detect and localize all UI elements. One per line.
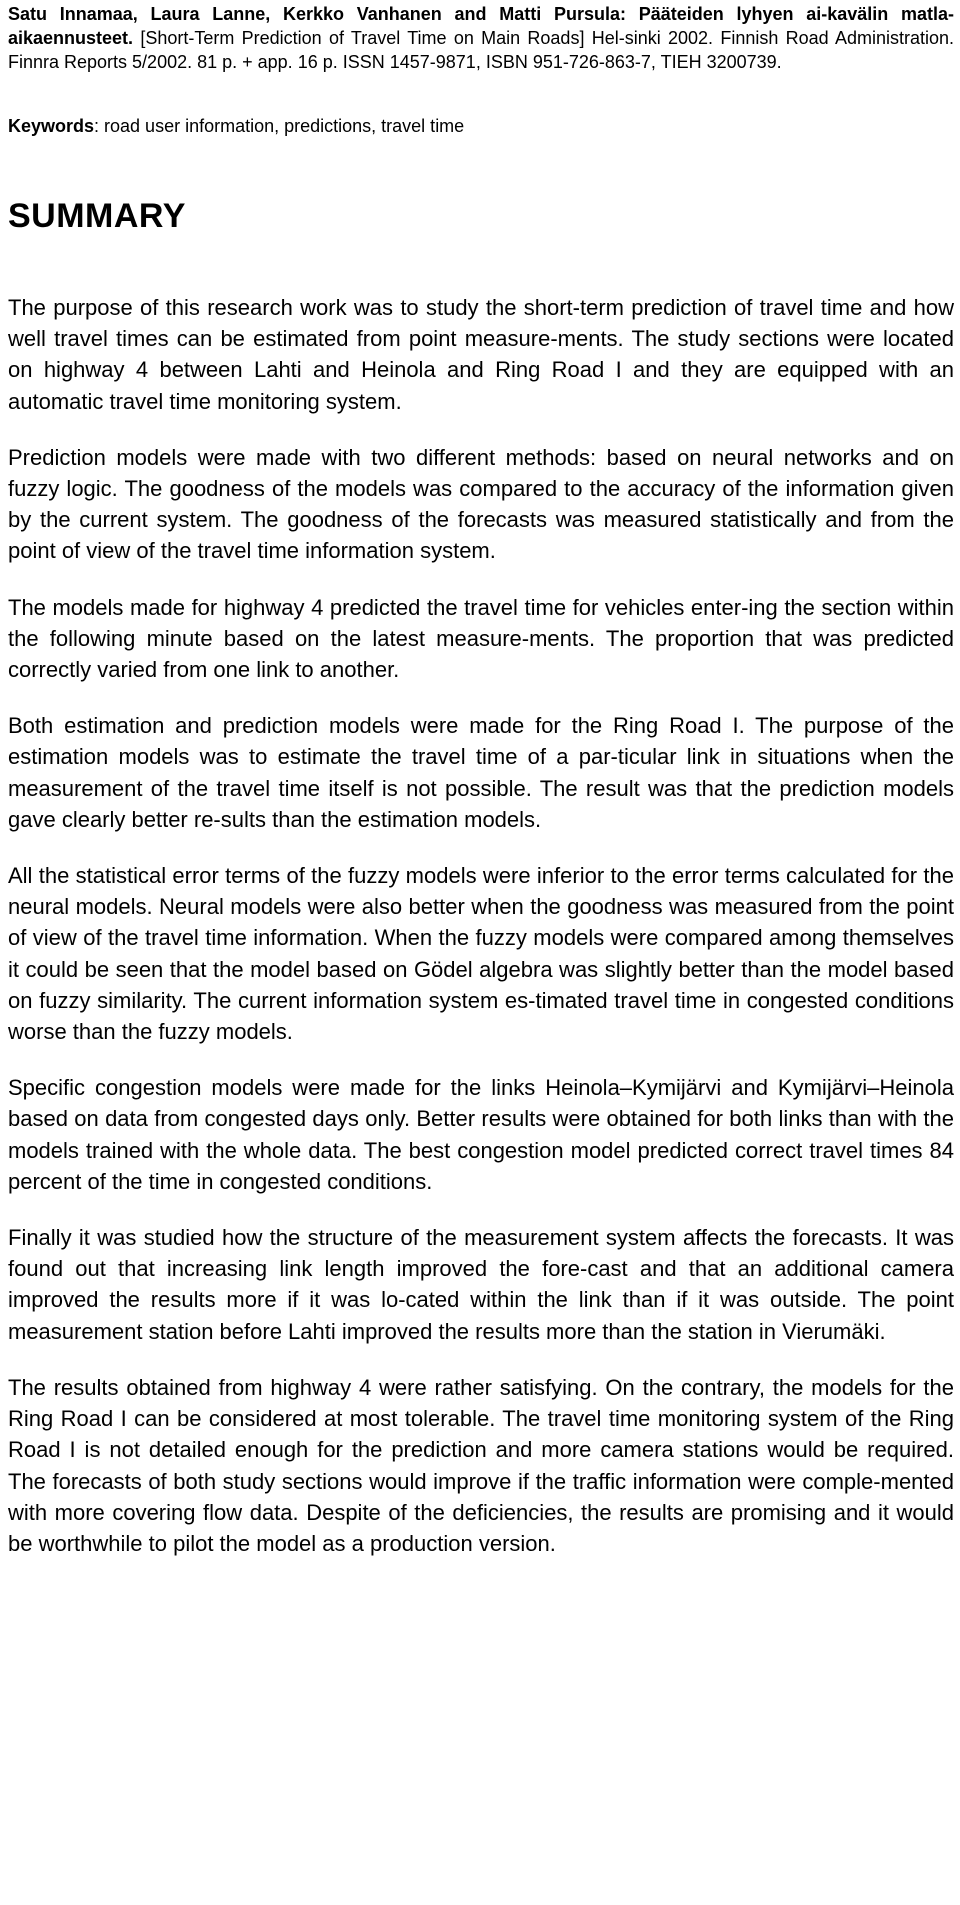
summary-paragraph: The models made for highway 4 predicted the travel time for vehicles enter-ing the section within the following minute based on the latest measure-ments. The proportion that was predicted correctly varied from one link to another. xyxy=(8,594,954,683)
summary-paragraph: All the statistical error terms of the fuzzy models were inferior to the error terms calculated for the neural models. Neural models were also better when the goodness was measured from the point of view of the travel time information. When the fuzzy models were compared among themselves it could be seen that the model based on Gödel algebra was slightly better than the model based on fuzzy similarity. The current information system es-timated travel time in congested conditions worse than the fuzzy models. xyxy=(8,863,954,1045)
summary-paragraph: The results obtained from highway 4 were rather satisfying. On the contrary, the models for the Ring Road I can be considered at most tolerable. The travel time monitoring system of the Ring Road I is not detailed enough for the prediction and more camera stations would be required. The forecasts of both study sections would improve if the traffic information were comple-mented with more covering flow data. Despite of the deficiencies, the results are promising and it would be worthwhile to pilot the model as a production version. xyxy=(8,1374,954,1556)
summary-paragraph: Prediction models were made with two different methods: based on neural networks and on fuzzy logic. The goodness of the models was compared to the accuracy of the information given by the current system. The goodness of the forecasts was measured statistically and from the point of view of the travel time information system. xyxy=(8,444,954,564)
summary-paragraph: Finally it was studied how the structure of the measurement system affects the forecasts. It was found out that increasing link length improved the fore-cast and that an additional camera improved the results more if it was lo-cated within the link than if it was outside. The point measurement station before Lahti improved the results more than the station in Vierumäki. xyxy=(8,1225,954,1344)
summary-paragraph: Both estimation and prediction models were made for the Ring Road I. The purpose of the estimation models was to estimate the travel time of a par-ticular link in situations when the measurement of the travel time itself is not possible. The result was that the prediction models gave clearly better re-sults than the estimation models. xyxy=(8,713,954,832)
page-content xyxy=(8,0,954,1584)
summary-paragraph: Specific congestion models were made for the links Heinola–Kymijärvi and Kymijärvi–Heinola based on data from congested days only. Better results were obtained for both links than with the models trained with the whole data. The best congestion model predicted correct travel times 84 percent of the time in congested conditions. xyxy=(8,1075,954,1194)
citation xyxy=(8,0,954,74)
citation-authors-title: Satu Innamaa, Laura Lanne, Kerkko Vanhanen and Matti Pursula: Pääteiden lyhyen ai-kavälin matla-aikaennusteet. xyxy=(8,4,954,48)
keywords xyxy=(8,114,954,138)
summary-body xyxy=(8,292,954,1559)
summary-paragraph: The purpose of this research work was to study the short-term prediction of travel time and how well travel times can be estimated from point measure-ments. The study sections were located on highway 4 between Lahti and Heinola and Ring Road I and they are equipped with an automatic travel time monitoring system. xyxy=(8,295,954,414)
keywords-text: : road user information, predictions, travel time xyxy=(94,116,465,136)
keywords-label: Keywords xyxy=(8,116,95,136)
summary-heading: SUMMARY xyxy=(8,197,186,235)
citation-details: [Short-Term Prediction of Travel Time on Main Roads] Hel-sinki 2002. Finnish Road Administration. Finnra Reports 5/2002. 81 p. + app. 16 p. ISSN 1457-9871, ISBN 951-726-863-7, TIEH 3200739. xyxy=(8,28,954,72)
